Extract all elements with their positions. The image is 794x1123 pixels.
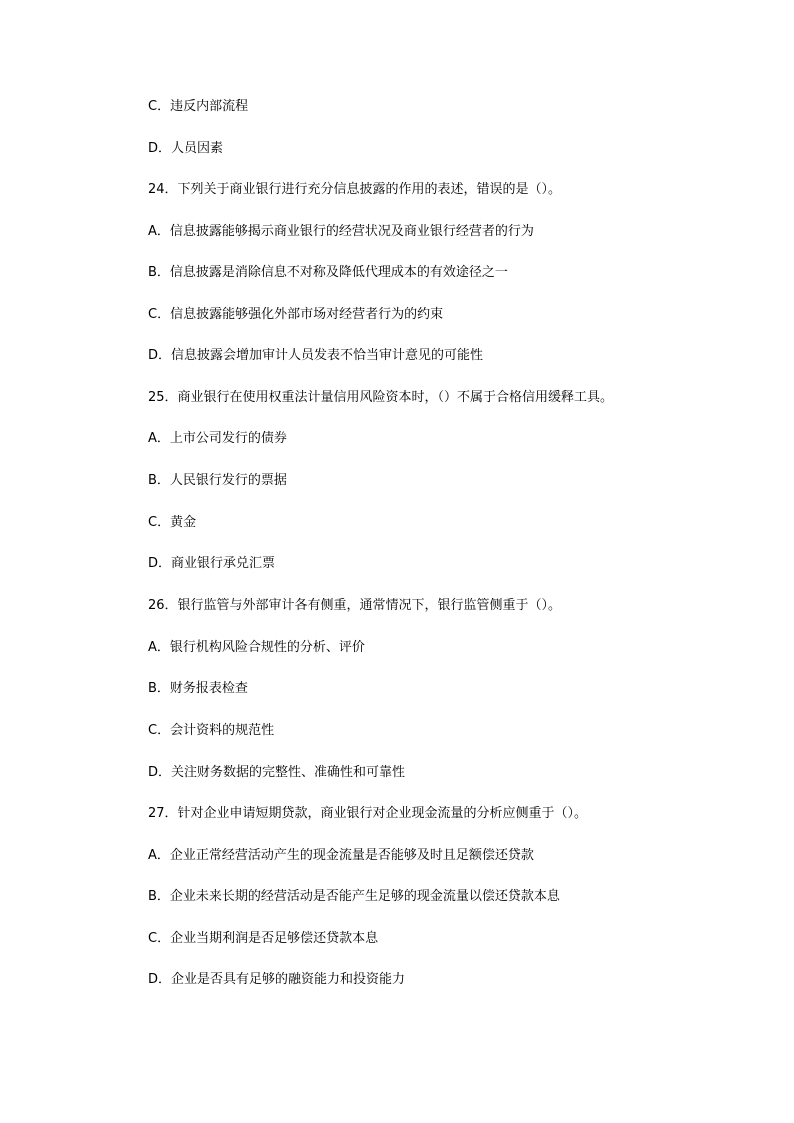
q27-option-a: A．企业正常经营活动产生的现金流量是否能够及时且足额偿还贷款	[148, 848, 534, 863]
q25-option-c: C．黄金	[148, 515, 197, 530]
q23-option-d: D．人员因素	[148, 141, 224, 156]
q26-option-b: B．财务报表检查	[148, 681, 248, 696]
q26-option-d: D．关注财务数据的完整性、准确性和可靠性	[148, 765, 406, 780]
q26-option-a: A．银行机构风险合规性的分析、评价	[148, 640, 365, 655]
q27-option-c: C．企业当期利润是否足够偿还贷款本息	[148, 931, 379, 946]
q25-option-d: D．商业银行承兑汇票	[148, 556, 276, 571]
q24-option-d: D．信息披露会增加审计人员发表不恰当审计意见的可能性	[148, 348, 484, 363]
q23-option-c: C．违反内部流程	[148, 99, 249, 114]
question-26: 26．银行监管与外部审计各有侧重，通常情况下，银行监管侧重于（）。	[148, 598, 562, 613]
q27-option-b: B．企业未来长期的经营活动是否能产生足够的现金流量以偿还贷款本息	[148, 889, 560, 904]
question-25: 25．商业银行在使用权重法计量信用风险资本时，（）不属于合格信用缓释工具。	[148, 390, 614, 405]
q26-option-c: C．会计资料的规范性	[148, 723, 275, 738]
question-27: 27．针对企业申请短期贷款，商业银行对企业现金流量的分析应侧重于（）。	[148, 806, 588, 821]
question-24: 24．下列关于商业银行进行充分信息披露的作用的表述，错误的是（）。	[148, 182, 562, 197]
q27-option-d: D．企业是否具有足够的融资能力和投资能力	[148, 972, 406, 987]
q25-option-a: A．上市公司发行的债券	[148, 431, 287, 446]
q24-option-b: B．信息披露是消除信息不对称及降低代理成本的有效途径之一	[148, 265, 508, 280]
q25-option-b: B．人民银行发行的票据	[148, 473, 287, 488]
q24-option-a: A．信息披露能够揭示商业银行的经营状况及商业银行经营者的行为	[148, 224, 534, 239]
q24-option-c: C．信息披露能够强化外部市场对经营者行为的约束	[148, 307, 444, 322]
